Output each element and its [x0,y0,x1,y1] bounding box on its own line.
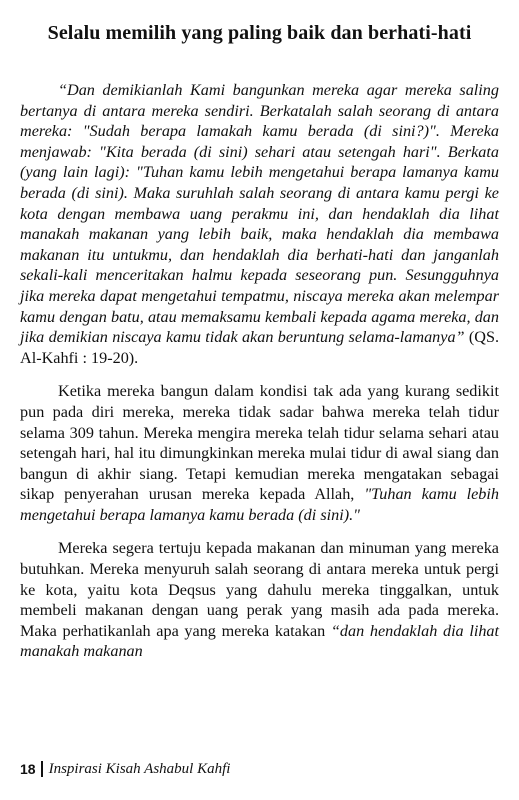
book-title: Inspirasi Kisah Ashabul Kahfi [48,760,231,777]
section-heading: Selalu memilih yang paling baik dan berhati-hati [47,22,472,44]
paragraph-2-quote: "Tuhan kamu lebih mengetahui berapa lamanya kamu berada (di sini)." [20,485,499,524]
body-text [20,80,499,675]
paragraph-2 [20,381,499,525]
quote-text: “Dan demikianlah Kami bangunkan mereka agar mereka saling bertanya di antara mereka sendiri. Berkatalah salah seorang di antara mereka: "Sudah berapa lamakah kamu berada (di sini?)". Mereka menjawab: "Kita berada (di sini) sehari atau setengah hari". Berkata (yang lain lagi): "Tuhan kamu lebih mengetahui berapa lamanya kamu berada (di sini). Maka suruhlah salah seorang di antara kamu pergi ke kota dengan membawa uang perakmu ini, dan hendaklah dia lihat manakah makanan yang lebih baik, maka hendaklah dia membawa makanan itu untukmu, dan hendaklah dia berhati-hati dan janganlah sekali-kali menceritakan halmu kepada seseorang pun. Sesungguhnya jika mereka dapat mengetahui tempatmu, niscaya mereka akan melempar kamu dengan batu, atau memaksamu kembali kepada agama mereka, dan jika demikian niscaya kamu tidak akan beruntung selama-lamanya” [20,81,499,347]
footer-divider [41,761,43,777]
quote-reference: (QS. Al-Kahfi : 19-20). [20,328,499,367]
paragraph-3-text: Mereka segera tertuju kepada makanan dan minuman yang mereka butuhkan. Mereka menyuruh salah seorang di antara mereka untuk pergi ke kota, yaitu kota Deqsus yang dahulu mereka tinggalkan, untuk membeli makanan dengan uang perak yang masih ada pada mereka. Maka perhatikanlah apa yang mereka katakan [20,539,499,640]
paragraph-3 [20,538,499,662]
page-footer [20,756,499,782]
paragraph-3-quote: “dan hendaklah dia lihat manakah makanan [20,621,500,661]
page-number: 18 [20,761,36,777]
paragraph-2-text: Ketika mereka bangun dalam kondisi tak ada yang kurang sedikit pun pada diri mereka, mereka tidak sadar bahwa mereka telah tidur selama 309 tahun. Mereka mengira mereka telah tidur selama sehari atau setengah hari, hal itu dimungkinkan mereka mulai tidur di awal siang dan bangun di akhir siang. Tetapi kemudian mereka mengatakan sebagai sikap penyerahan urusan mereka kepada Allah, [20,382,499,504]
paragraph-quran-quote [20,80,499,368]
